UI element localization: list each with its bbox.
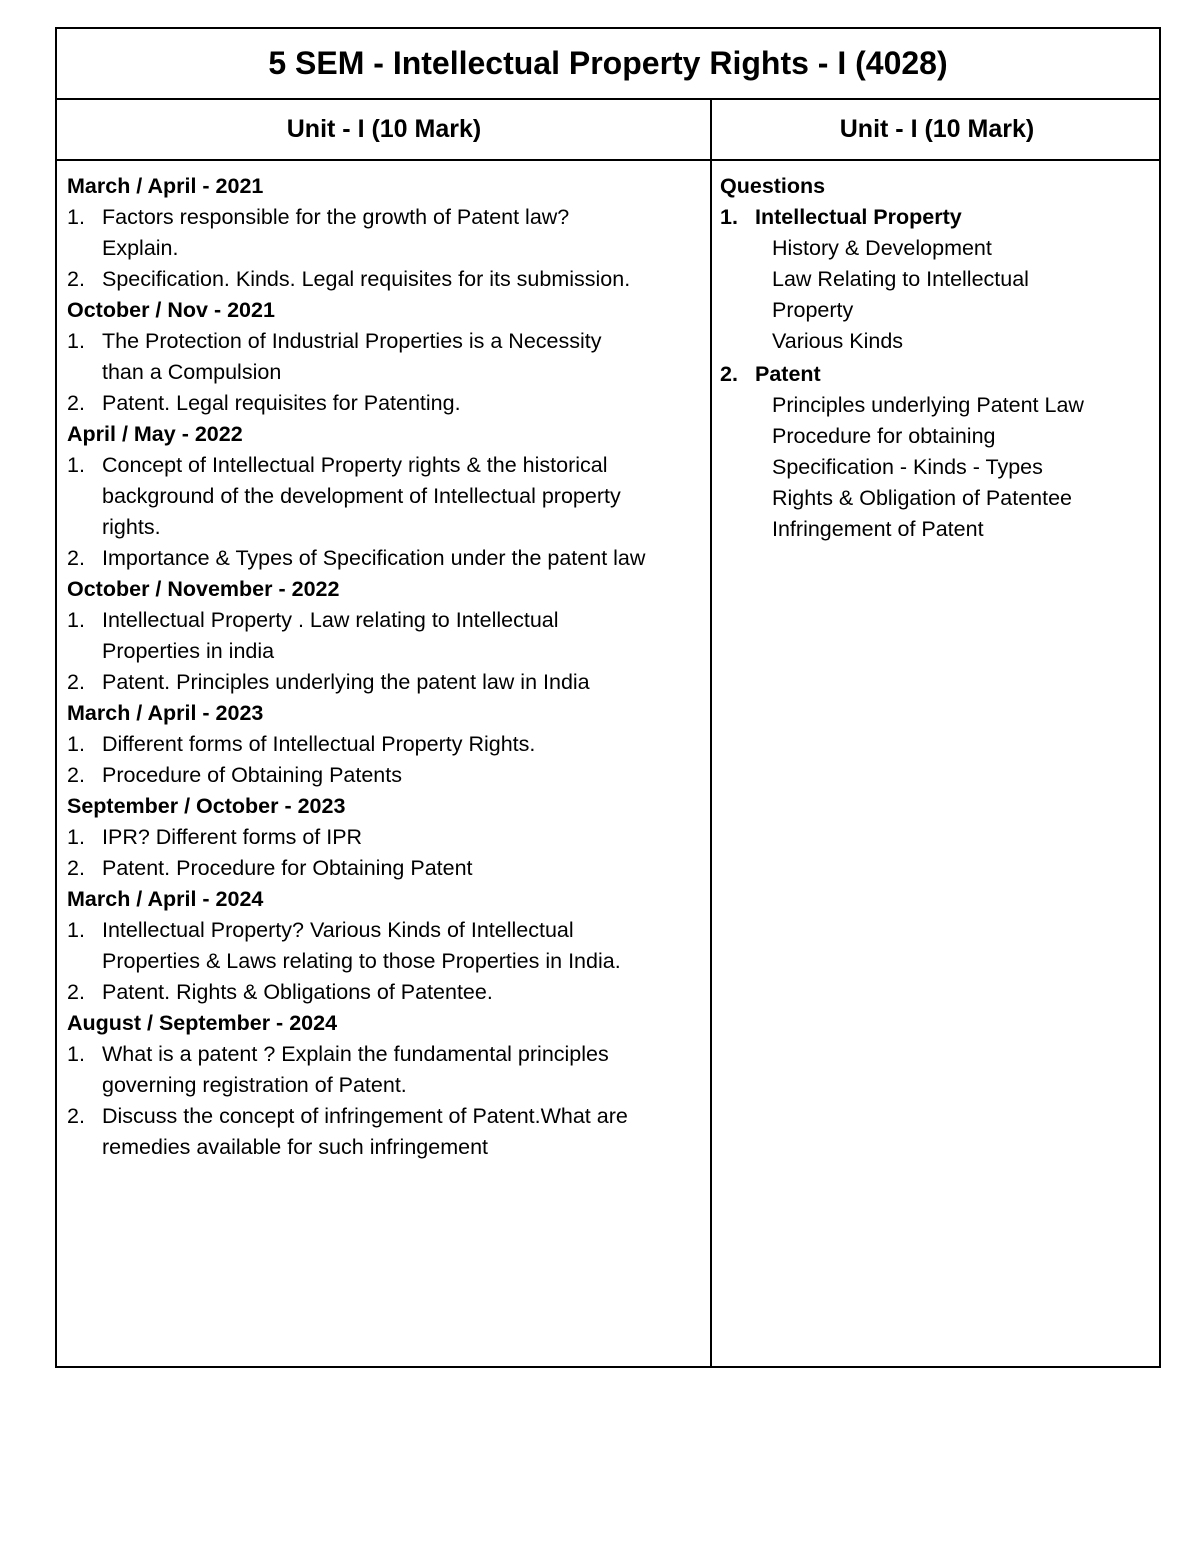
exam-session xyxy=(67,171,702,295)
question-item xyxy=(67,605,702,667)
question-text-line: rights. xyxy=(102,515,161,539)
question-text-line: What is a patent ? Explain the fundamental principles xyxy=(102,1042,609,1066)
question-number: 2. xyxy=(67,267,85,291)
question-text-line: Factors responsible for the growth of Patent law? xyxy=(102,205,570,229)
exam-session xyxy=(67,295,702,419)
session-heading: March / April - 2024 xyxy=(67,887,264,911)
question-number: 2. xyxy=(67,856,85,880)
question-text-line: Specification. Kinds. Legal requisites for its submission. xyxy=(102,267,631,291)
question-text-line: The Protection of Industrial Properties is a Necessity xyxy=(102,329,602,353)
exam-session xyxy=(67,1008,702,1163)
subtopic-line: Principles underlying Patent Law xyxy=(772,393,1084,417)
subtopic-line: Rights & Obligation of Patentee xyxy=(772,486,1072,510)
session-heading: October / Nov - 2021 xyxy=(67,298,275,322)
topic-block xyxy=(720,202,1150,357)
session-heading: March / April - 2023 xyxy=(67,701,264,725)
question-item xyxy=(67,388,702,419)
past-papers-column xyxy=(67,171,702,1163)
question-text-line: Intellectual Property . Law relating to Intellectual xyxy=(102,608,559,632)
question-text-line: Properties in india xyxy=(102,639,275,663)
question-text-line: Patent. Procedure for Obtaining Patent xyxy=(102,856,473,880)
question-number: 1. xyxy=(67,608,85,632)
session-heading: March / April - 2021 xyxy=(67,174,264,198)
session-heading: September / October - 2023 xyxy=(67,794,346,818)
question-table xyxy=(55,27,1161,1368)
question-number: 2. xyxy=(67,391,85,415)
question-text-line: Patent. Legal requisites for Patenting. xyxy=(102,391,461,415)
topic-heading xyxy=(720,359,1150,390)
question-item xyxy=(67,202,702,264)
exam-session xyxy=(67,698,702,791)
question-number: 1. xyxy=(67,918,85,942)
question-item xyxy=(67,1039,702,1101)
subtopic-line: Procedure for obtaining xyxy=(772,424,996,448)
exam-session xyxy=(67,574,702,698)
topic-label: Patent xyxy=(755,362,821,386)
exam-session xyxy=(67,791,702,884)
question-text-line: IPR? Different forms of IPR xyxy=(102,825,363,849)
question-text-line: Discuss the concept of infringement of Patent.What are xyxy=(102,1104,628,1128)
question-text-line: remedies available for such infringement xyxy=(102,1135,489,1159)
question-text-line: than a Compulsion xyxy=(102,360,282,384)
exam-session xyxy=(67,884,702,1008)
question-text-line: Procedure of Obtaining Patents xyxy=(102,763,402,787)
question-text-line: Patent. Rights & Obligations of Patentee. xyxy=(102,980,493,1004)
question-item xyxy=(67,1101,702,1163)
question-text-line: Patent. Principles underlying the patent law in India xyxy=(102,670,590,694)
topics-column xyxy=(720,171,1150,547)
question-text-line: Concept of Intellectual Property rights & the historical xyxy=(102,453,608,477)
question-item xyxy=(67,729,702,760)
question-text-line: background of the development of Intellectual property xyxy=(102,484,621,508)
subtopic-line: Specification - Kinds - Types xyxy=(772,455,1043,479)
question-text-line: Intellectual Property? Various Kinds of Intellectual xyxy=(102,918,574,942)
question-number: 1. xyxy=(67,453,85,477)
question-number: 1. xyxy=(67,329,85,353)
topic-number: 2. xyxy=(720,362,738,386)
question-number: 1. xyxy=(67,1042,85,1066)
question-text-line: Explain. xyxy=(102,236,179,260)
topic-block xyxy=(720,359,1150,545)
exam-session xyxy=(67,419,702,574)
question-number: 1. xyxy=(67,732,85,756)
question-item xyxy=(67,450,702,543)
topic-label: Intellectual Property xyxy=(755,205,962,229)
question-text-line: Different forms of Intellectual Property Rights. xyxy=(102,732,536,756)
subtopic-line: Property xyxy=(772,298,854,322)
question-text-line: Importance & Types of Specification under the patent law xyxy=(102,546,646,570)
question-number: 1. xyxy=(67,205,85,229)
question-number: 2. xyxy=(67,980,85,1004)
question-number: 2. xyxy=(67,763,85,787)
question-text-line: governing registration of Patent. xyxy=(102,1073,407,1097)
session-heading: April / May - 2022 xyxy=(67,422,243,446)
left-column-header: Unit - I (10 Mark) xyxy=(286,115,482,143)
question-item xyxy=(67,326,702,388)
question-item xyxy=(67,977,702,1008)
question-item xyxy=(67,822,702,853)
question-item xyxy=(67,853,702,884)
question-item xyxy=(67,667,702,698)
question-item xyxy=(67,760,702,791)
right-column-header: Unit - I (10 Mark) xyxy=(839,115,1035,143)
question-number: 1. xyxy=(67,825,85,849)
question-number: 2. xyxy=(67,546,85,570)
session-heading: August / September - 2024 xyxy=(67,1011,338,1035)
questions-heading: Questions xyxy=(720,174,826,198)
question-number: 2. xyxy=(67,670,85,694)
subtopic-line: History & Development xyxy=(772,236,992,260)
session-heading: October / November - 2022 xyxy=(67,577,340,601)
column-header-row xyxy=(57,100,1159,161)
topic-list xyxy=(720,202,1150,545)
column-divider xyxy=(710,100,712,1368)
question-item xyxy=(67,264,702,295)
subtopic-line: Infringement of Patent xyxy=(772,517,984,541)
topic-number: 1. xyxy=(720,205,738,229)
question-item xyxy=(67,915,702,977)
question-number: 2. xyxy=(67,1104,85,1128)
question-text-line: Properties & Laws relating to those Properties in India. xyxy=(102,949,621,973)
subtopic-line: Various Kinds xyxy=(772,329,904,353)
subtopic-line: Law Relating to Intellectual xyxy=(772,267,1029,291)
page-title: 5 SEM - Intellectual Property Rights - I (4028) xyxy=(57,29,1159,100)
topic-heading xyxy=(720,202,1150,233)
question-item xyxy=(67,543,702,574)
